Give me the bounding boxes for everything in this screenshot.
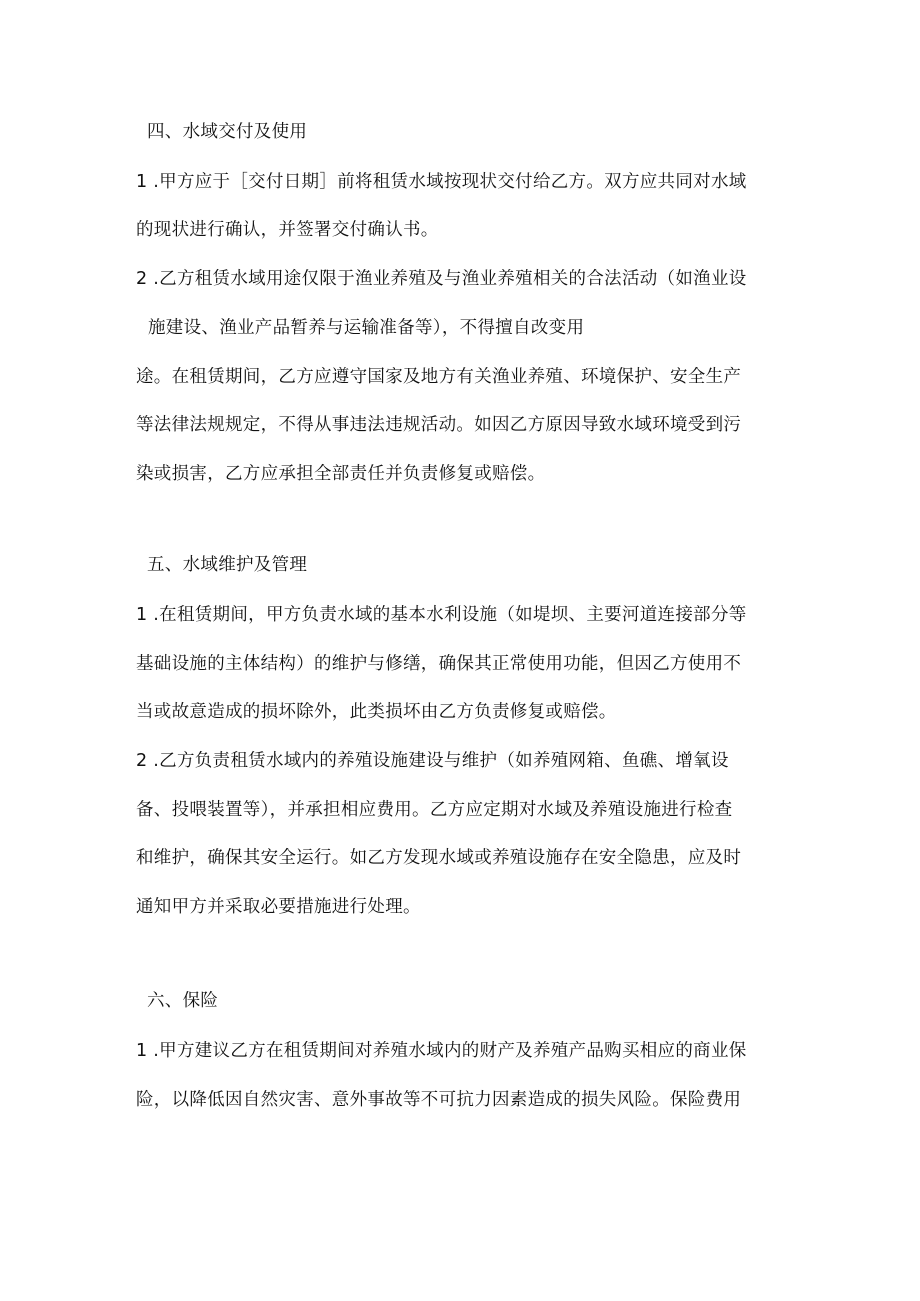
paragraph-line: 途。在租赁期间，乙方应遵守国家及地方有关渔业养殖、环境保护、安全生产 <box>136 367 742 387</box>
paragraph-line: 基础设施的主体结构）的维护与修缮，确保其正常使用功能，但因乙方使用不 <box>136 654 742 674</box>
section-heading: 六、保险 <box>147 991 219 1011</box>
section-heading: 四、水域交付及使用 <box>147 122 308 142</box>
paragraph-line: 等法律法规规定，不得从事违法违规活动。如因乙方原因导致水域环境受到污 <box>136 415 742 435</box>
paragraph-line: 和维护，确保其安全运行。如乙方发现水域或养殖设施存在安全隐患，应及时 <box>136 848 742 868</box>
paragraph-line: 通知甲方并采取必要措施进行处理。 <box>136 897 421 917</box>
paragraph-line: 的现状进行确认，并签署交付确认书。 <box>136 220 439 240</box>
paragraph-line: 险，以降低因自然灾害、意外事故等不可抗力因素造成的损失风险。保险费用 <box>136 1090 742 1110</box>
paragraph-line: 备、投喂装置等），并承担相应费用。乙方应定期对水域及养殖设施进行检查 <box>136 800 733 820</box>
paragraph-line: 1 .在租赁期间，甲方负责水域的基本水利设施（如堤坝、主要河道连接部分等 <box>136 605 747 625</box>
paragraph-line: 2 .乙方租赁水域用途仅限于渔业养殖及与渔业养殖相关的合法活动（如渔业设 <box>136 269 747 289</box>
paragraph-line: 染或损害，乙方应承担全部责任并负责修复或赔偿。 <box>136 464 546 484</box>
paragraph-line: 施建设、渔业产品暂养与运输准备等），不得擅自改变用 <box>148 318 585 338</box>
paragraph-line: 当或故意造成的损坏除外，此类损坏由乙方负责修复或赔偿。 <box>136 702 617 722</box>
section-heading: 五、水域维护及管理 <box>147 555 308 575</box>
paragraph-line: 2 .乙方负责租赁水域内的养殖设施建设与维护（如养殖网箱、鱼礁、增氧设 <box>136 751 729 771</box>
paragraph-line: 1 .甲方应于［交付日期］前将租赁水域按现状交付给乙方。双方应共同对水域 <box>136 172 747 192</box>
paragraph-line: 1 .甲方建议乙方在租赁期间对养殖水域内的财产及养殖产品购买相应的商业保 <box>136 1041 747 1061</box>
